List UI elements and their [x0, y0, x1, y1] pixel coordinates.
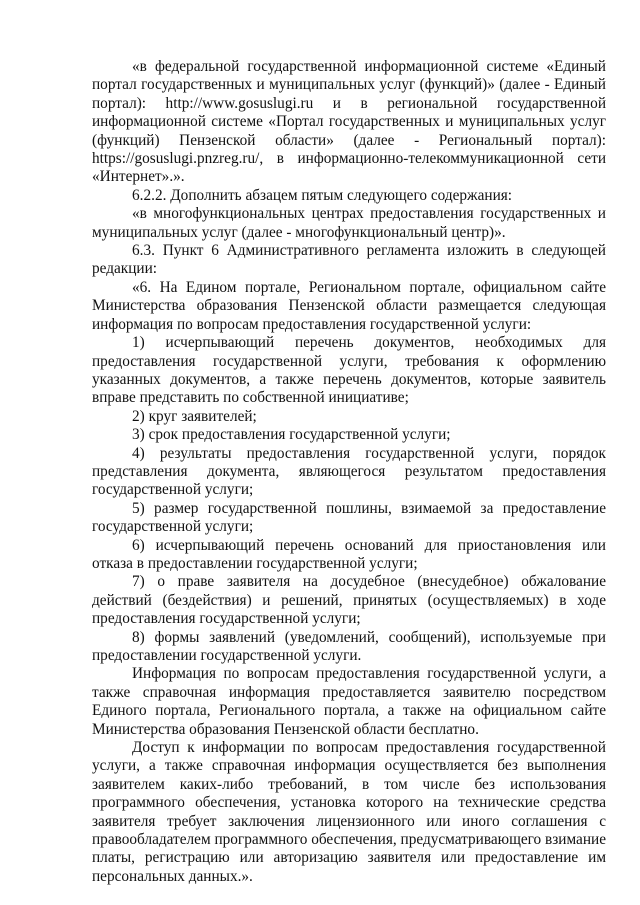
paragraph-6-2-2: 6.2.2. Дополнить абзацем пятым следующего содержания:	[132, 186, 513, 204]
list-item-3: 3) срок предоставления государственной услуги;	[132, 426, 451, 444]
list-item-8: 8) формы заявлений (уведомлений, сообщений), используемые при предоставлении государственной услуги.	[92, 628, 606, 664]
paragraph-portals: «в федеральной государственной информационной системе «Единый портал государственных и муниципальных услуг (функций)» (далее - Единый портал): http://www.gosuslugi.ru и в региональной государственной информационной системе «Портал государственных и муниципальных услуг (функций) Пензенской области» (далее - Региональный портал): https://gosuslugi.pnzreg.ru/, в информационно-телекоммуникационной сети «Интернет».».	[92, 58, 606, 186]
list-item-4: 4) результаты предоставления государственной услуги, порядок представления документа, являющегося результатом предоставления государственной услуги;	[92, 444, 606, 499]
paragraph-6-intro: «6. На Едином портале, Региональном портале, официальном сайте Министерства образования Пензенской области размещается следующая информация по вопросам предоставления государственной услуги:	[92, 278, 606, 333]
list-item-6: 6) исчерпывающий перечень оснований для приостановления или отказа в предоставлении государственной услуги;	[92, 536, 606, 572]
paragraph-info-free: Информация по вопросам предоставления государственной услуги, а также справочная информация предоставляется заявителю посредством Единого портала, Регионального портала, а также на официальном сайте Министерства образования Пензенской области бесплатно.	[92, 665, 606, 738]
paragraph-access: Доступ к информации по вопросам предоставления государственной услуги, а также справочная информация осуществляется без выполнения заявителем каких-либо требований, в том числе без использования программного обеспечения, установка которого на технические средства заявителя требует заключения лицензионного или иного соглашения с правообладателем программного обеспечения, предусматривающего взимание платы, регистрацию или авторизацию заявителя или предоставление им персональных данных.».	[92, 739, 606, 885]
list-item-1: 1) исчерпывающий перечень документов, необходимых для предоставления государственной услуги, требования к оформлению указанных документов, а также перечень документов, которые заявитель вправе представить по собственной инициативе;	[92, 334, 606, 407]
paragraph-mfc: «в многофункциональных центрах предоставления государственных и муниципальных услуг (далее - многофункциональный центр)».	[92, 205, 606, 241]
list-item-5: 5) размер государственной пошлины, взимаемой за предоставление государственной услуги;	[92, 499, 606, 536]
paragraph-6-3: 6.3. Пункт 6 Административного регламента изложить в следующей редакции:	[92, 242, 606, 278]
list-item-7: 7) о праве заявителя на досудебное (внесудебное) обжалование действий (бездействия) и решений, принятых (осуществляемых) в ходе предоставления государственной услуги;	[92, 573, 606, 628]
list-item-2: 2) круг заявителей;	[132, 407, 257, 425]
